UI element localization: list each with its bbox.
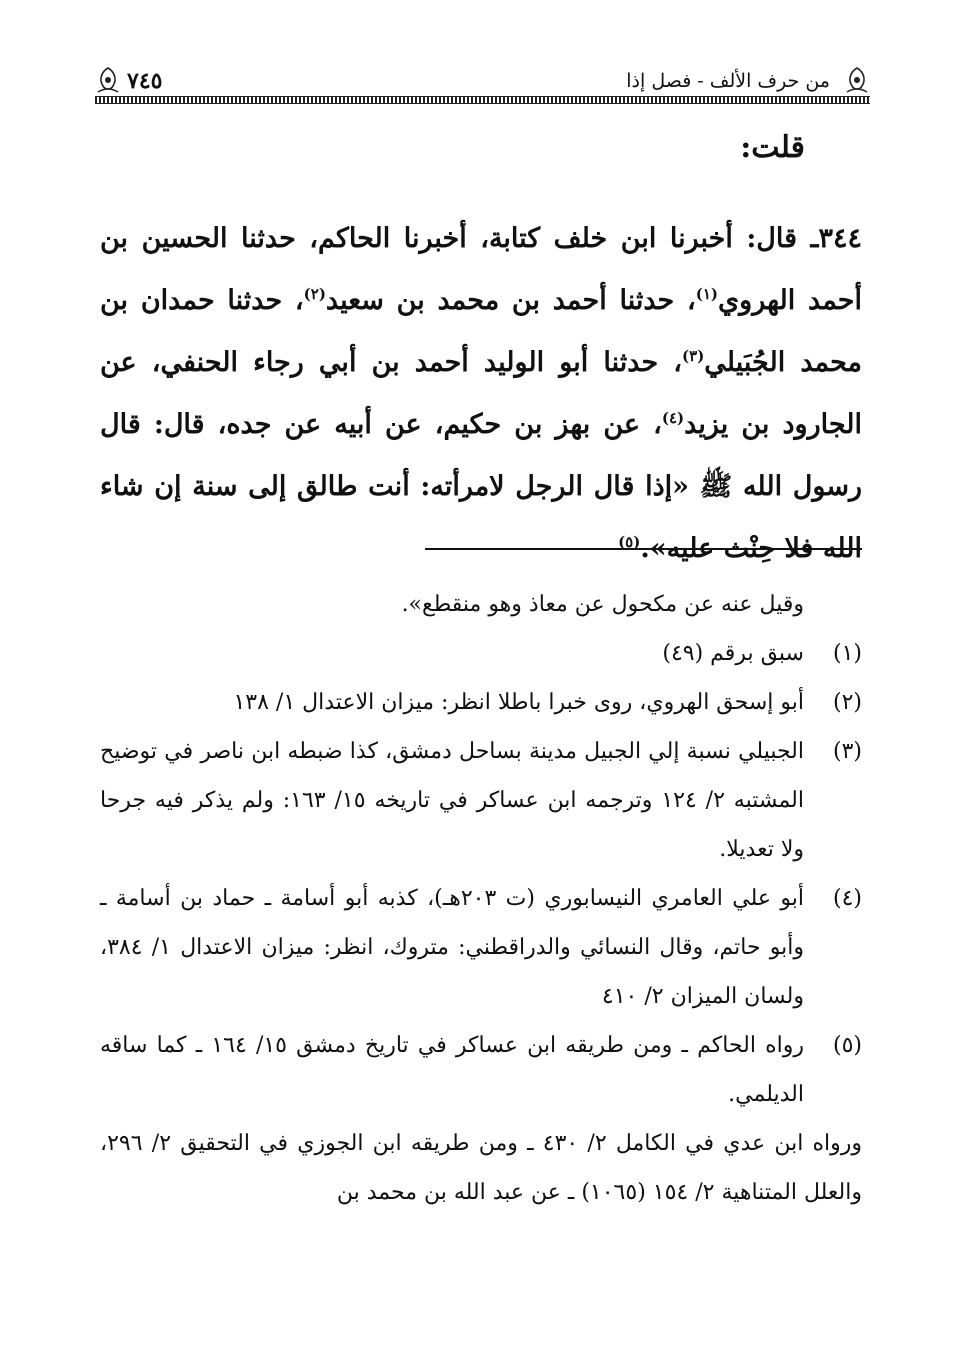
footnote-separator — [425, 548, 862, 550]
footnote-text: الجبيلي نسبة إلي الجبيل مدينة بساحل دمشق، كذا ضبطه ابن ناصر في توضيح المشتبه ٢/ ١٢٤ وترجمه ابن عساكر في تاريخه ١٥/ ١٦٣: ولم يذكر فيه جرحا ولا تعديلا. — [100, 739, 805, 862]
footnote — [100, 1021, 862, 1119]
running-header — [95, 62, 870, 104]
footnote — [100, 874, 862, 1021]
footnote-continuation: ورواه ابن عدي في الكامل ٢/ ٤٣٠ ـ ومن طريقه ابن الجوزي في التحقيق ٢/ ٢٩٦، والعلل المتناهية ٢/ ١٥٤ (١٠٦٥) ـ عن عبد الله بن محمد بن — [100, 1131, 863, 1205]
footnotes — [100, 580, 862, 1217]
footnote — [100, 629, 862, 678]
footnote-number: (١) — [832, 641, 862, 666]
hadith-segment: ٣٤٤ـ قال: أخبرنا ابن خلف كتابة، أخبرنا الحاكم، حدثنا الحسين بن أحمد الهروي — [100, 223, 862, 316]
footnote — [100, 727, 862, 874]
page-number: ٧٤٥ — [127, 68, 163, 94]
footnote-text: أبو علي العامري النيسابوري (ت ٢٠٣هـ)، كذبه أبو أسامة ـ حماد بن أسامة ـ وأبو حاتم، وقال النسائي والدراقطني: متروك، انظر: ميزان الاعتدال ١/ ٣٨٤، ولسان الميزان ٢/ ٤١٠ — [100, 886, 805, 1009]
footnote-ref: (١) — [695, 285, 719, 303]
section-heading: قلت: — [740, 130, 805, 165]
footnote-number: (٣) — [832, 739, 862, 764]
hadith-segment: ، حدثنا حمدان بن محمد الجُبَيلي — [100, 285, 863, 378]
footnote-number: (٤) — [832, 886, 862, 911]
footnote — [100, 678, 862, 727]
footnote-number: (٥) — [832, 1033, 862, 1058]
header-rule — [95, 96, 870, 104]
footnote-ref: (٢) — [303, 285, 326, 303]
footnote-text: أبو إسحق الهروي، روى خبرا باطلا انظر: ميزان الاعتدال ١/ ١٣٨ — [233, 690, 804, 715]
footnote-ref: (٥) — [618, 533, 641, 551]
hadith-text — [100, 208, 862, 580]
footnote-ref: (٣) — [682, 347, 705, 365]
floral-ornament-icon — [844, 66, 870, 94]
footnote-text: سبق برقم (٤٩) — [662, 641, 804, 666]
hadith-segment: ، حدثنا أبو الوليد أحمد بن أبي رجاء الحنفي، عن الجارود بن يزيد — [100, 347, 862, 440]
footnote-ref: (٤) — [661, 409, 685, 427]
hadith-paragraph — [100, 208, 862, 580]
floral-ornament-icon — [95, 66, 121, 94]
running-header-title: من حرف الألف - فصل إذا — [626, 70, 830, 92]
footnote-carry-over: وقيل عنه عن مكحول عن معاذ وهو منقطع». — [401, 592, 804, 617]
footnote-text: رواه الحاكم ـ ومن طريقه ابن عساكر في تاريخ دمشق ١٥/ ١٦٤ ـ كما ساقه الديلمي. — [100, 1033, 804, 1107]
hadith-segment: ، عن بهز بن حكيم، عن أبيه عن جده، قال: قال رسول الله ﷺ «إذا قال الرجل لامرأته: أنت طالق إلى سنة إن شاء الله فلا حِنْث عليه». — [100, 409, 862, 564]
footnote-number: (٢) — [832, 690, 862, 715]
hadith-segment: ، حدثنا أحمد بن محمد بن سعيد — [325, 285, 696, 316]
